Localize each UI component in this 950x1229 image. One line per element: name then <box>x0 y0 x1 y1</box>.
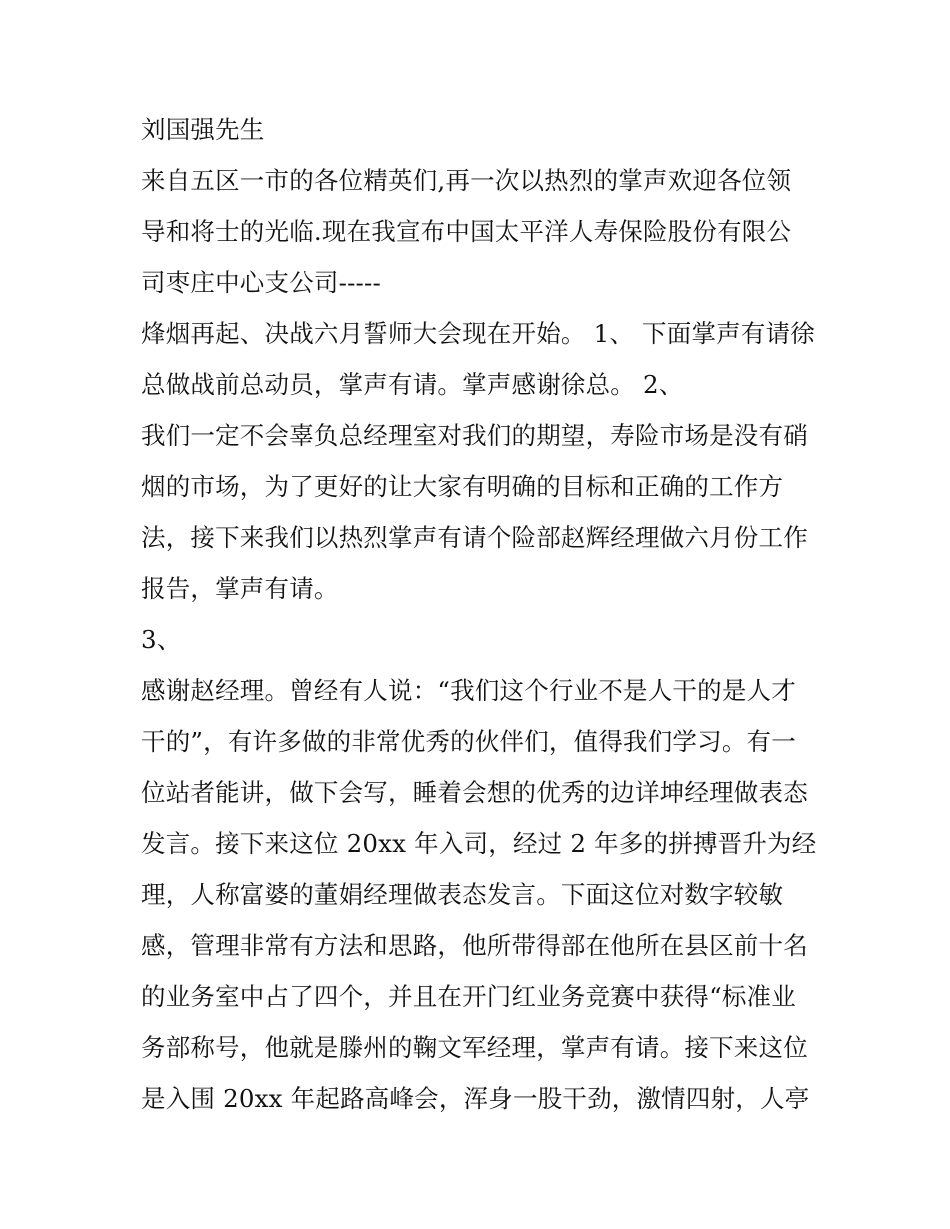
text-line: 是入围 20xx 年起路高峰会，浑身一股干劲，激情四射，人亭 <box>141 1084 810 1113</box>
text-line: 司枣庄中心支公司----- <box>141 268 381 297</box>
text-line: 报告，掌声有请。 <box>141 574 339 603</box>
text-line: 烽烟再起、决战六月誓师大会现在开始。 1、 下面掌声有请徐 <box>141 319 815 348</box>
text-line: 感，管理非常有方法和思路，他所带得部在他所在县区前十名 <box>141 931 808 960</box>
text-line: 3、 <box>141 625 182 654</box>
text-line: 导和将士的光临.现在我宣布中国太平洋人寿保险股份有限公 <box>141 217 792 246</box>
text-line: 总做战前总动员，掌声有请。掌声感谢徐总。 2、 <box>141 370 684 399</box>
text-line: 位站者能讲，做下会写，睡着会想的优秀的边详坤经理做表态 <box>141 778 808 807</box>
text-line: 理，人称富婆的董娟经理做表态发言。下面这位对数字较敏 <box>141 880 784 909</box>
text-line: 法，接下来我们以热烈掌声有请个险部赵辉经理做六月份工作 <box>141 523 808 552</box>
text-line: 发言。接下来这位 20xx 年入司，经过 2 年多的拼搏晋升为经 <box>141 829 817 858</box>
text-line: 感谢赵经理。曾经有人说：“我们这个行业不是人干的是人才 <box>141 676 796 705</box>
text-line: 我们一定不会辜负总经理室对我们的期望，寿险市场是没有硝 <box>141 421 808 450</box>
text-line: 干的”，有许多做的非常优秀的伙伴们，值得我们学习。有一 <box>141 727 796 756</box>
text-line: 烟的市场，为了更好的让大家有明确的目标和正确的工作方 <box>141 472 784 501</box>
text-line: 来自五区一市的各位精英们,再一次以热烈的掌声欢迎各位领 <box>141 166 792 195</box>
text-line: 刘国强先生 <box>141 115 265 144</box>
text-line: 的业务室中占了四个，并且在开门红业务竞赛中获得“标准业 <box>141 982 796 1011</box>
text-line: 务部称号，他就是滕州的鞠文军经理，掌声有请。接下来这位 <box>141 1033 808 1062</box>
